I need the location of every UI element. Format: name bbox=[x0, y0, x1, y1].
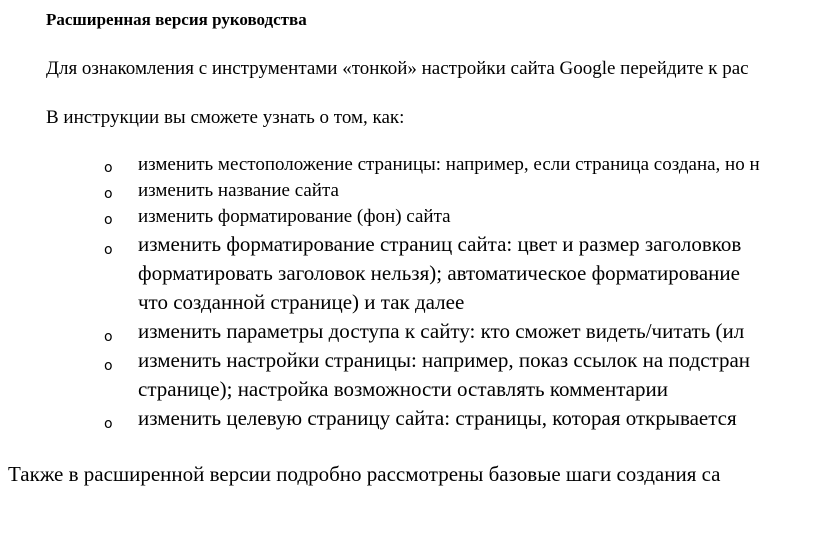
bullet-marker: o bbox=[104, 329, 113, 345]
list-item-text: изменить название сайта bbox=[138, 180, 339, 201]
list-item-text-line: изменить целевую страницу сайта: страницы, которая открывается bbox=[138, 406, 737, 430]
list-item-text: изменить местоположение страницы: например, если страница создана, но н bbox=[138, 154, 760, 175]
bullet-marker: o bbox=[104, 160, 113, 176]
bullet-marker: o bbox=[104, 358, 113, 374]
list-item-text-line: что созданной странице) и так далее bbox=[138, 290, 465, 314]
list-item bbox=[104, 178, 816, 204]
list-item-text-line: изменить параметры доступа к сайту: кто сможет видеть/читать (ил bbox=[138, 319, 745, 343]
list-item-text: изменить форматирование (фон) сайта bbox=[138, 206, 451, 227]
intro-paragraph: Для ознакомления с инструментами «тонкой» настройки сайта Google перейдите к рас bbox=[46, 58, 749, 79]
list-item bbox=[104, 346, 816, 404]
instruction-list bbox=[104, 152, 816, 433]
list-item bbox=[104, 317, 816, 346]
list-item bbox=[104, 404, 816, 433]
bullet-marker: o bbox=[104, 242, 113, 258]
list-item bbox=[104, 152, 816, 178]
list-item bbox=[104, 204, 816, 230]
bullet-marker: o bbox=[104, 212, 113, 228]
closing-paragraph: Также в расширенной версии подробно рассмотрены базовые шаги создания са bbox=[8, 462, 721, 486]
list-item-text-line: изменить форматирование страниц сайта: цвет и размер заголовков bbox=[138, 232, 742, 256]
list-item bbox=[104, 230, 816, 317]
bullet-marker: o bbox=[104, 416, 113, 432]
list-item-text-line: странице); настройка возможности оставлять комментарии bbox=[138, 377, 668, 401]
lead-paragraph: В инструкции вы сможете узнать о том, как: bbox=[46, 107, 405, 128]
bullet-marker: o bbox=[104, 186, 113, 202]
list-item-text-line: форматировать заголовок нельзя); автоматическое форматирование bbox=[138, 261, 740, 285]
document-heading: Расширенная версия руководства bbox=[46, 10, 307, 29]
list-item-text-line: изменить настройки страницы: например, показ ссылок на подстран bbox=[138, 348, 751, 372]
